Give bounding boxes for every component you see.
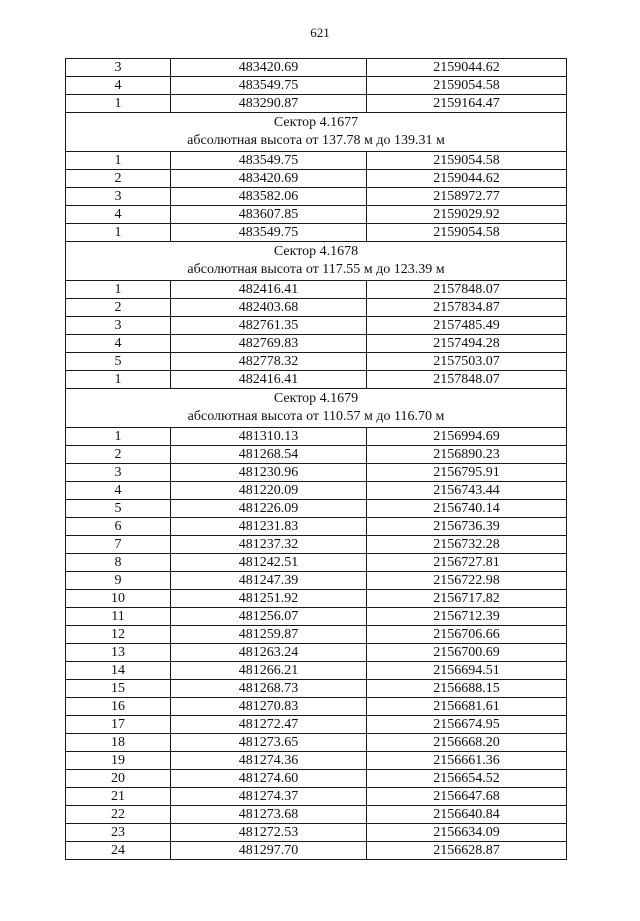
table-row [66, 644, 567, 662]
point-number-cell: 21 [66, 788, 171, 806]
table-row [66, 554, 567, 572]
table-row [66, 77, 567, 95]
table-row [66, 206, 567, 224]
y-coordinate-cell: 2159044.62 [367, 59, 567, 77]
x-coordinate-cell: 483420.69 [171, 59, 367, 77]
x-coordinate-cell: 483549.75 [171, 77, 367, 95]
table-row [66, 716, 567, 734]
sector-header-row [66, 389, 567, 428]
point-number-cell: 1 [66, 428, 171, 446]
y-coordinate-cell: 2156628.87 [367, 842, 567, 860]
y-coordinate-cell: 2156700.69 [367, 644, 567, 662]
x-coordinate-cell: 481226.09 [171, 500, 367, 518]
point-number-cell: 24 [66, 842, 171, 860]
x-coordinate-cell: 483420.69 [171, 170, 367, 188]
sector-altitude: абсолютная высота от 137.78 м до 139.31 м [187, 133, 445, 148]
y-coordinate-cell: 2156890.23 [367, 446, 567, 464]
point-number-cell: 11 [66, 608, 171, 626]
x-coordinate-cell: 482416.41 [171, 371, 367, 389]
point-number-cell: 3 [66, 59, 171, 77]
point-number-cell: 12 [66, 626, 171, 644]
point-number-cell: 23 [66, 824, 171, 842]
x-coordinate-cell: 481242.51 [171, 554, 367, 572]
y-coordinate-cell: 2159164.47 [367, 95, 567, 113]
x-coordinate-cell: 483549.75 [171, 224, 367, 242]
point-number-cell: 5 [66, 500, 171, 518]
point-number-cell: 10 [66, 590, 171, 608]
table-row [66, 590, 567, 608]
y-coordinate-cell: 2156722.98 [367, 572, 567, 590]
y-coordinate-cell: 2156732.28 [367, 536, 567, 554]
table-row [66, 281, 567, 299]
x-coordinate-cell: 482761.35 [171, 317, 367, 335]
x-coordinate-cell: 481273.68 [171, 806, 367, 824]
point-number-cell: 3 [66, 464, 171, 482]
sector-header-row [66, 113, 567, 152]
point-number-cell: 20 [66, 770, 171, 788]
table-row [66, 500, 567, 518]
coordinates-table [65, 58, 567, 860]
point-number-cell: 1 [66, 371, 171, 389]
x-coordinate-cell: 481310.13 [171, 428, 367, 446]
y-coordinate-cell: 2159029.92 [367, 206, 567, 224]
point-number-cell: 7 [66, 536, 171, 554]
table-row [66, 371, 567, 389]
x-coordinate-cell: 481274.36 [171, 752, 367, 770]
x-coordinate-cell: 481263.24 [171, 644, 367, 662]
x-coordinate-cell: 481268.54 [171, 446, 367, 464]
point-number-cell: 4 [66, 206, 171, 224]
table-row [66, 170, 567, 188]
y-coordinate-cell: 2156634.09 [367, 824, 567, 842]
table-row [66, 428, 567, 446]
table-row [66, 608, 567, 626]
y-coordinate-cell: 2156668.20 [367, 734, 567, 752]
x-coordinate-cell: 481247.39 [171, 572, 367, 590]
y-coordinate-cell: 2159054.58 [367, 152, 567, 170]
sector-header-row [66, 242, 567, 281]
table-row [66, 698, 567, 716]
y-coordinate-cell: 2156640.84 [367, 806, 567, 824]
x-coordinate-cell: 482403.68 [171, 299, 367, 317]
point-number-cell: 8 [66, 554, 171, 572]
table-row [66, 752, 567, 770]
y-coordinate-cell: 2157834.87 [367, 299, 567, 317]
point-number-cell: 2 [66, 299, 171, 317]
point-number-cell: 15 [66, 680, 171, 698]
table-row [66, 335, 567, 353]
sector-header [66, 389, 567, 428]
y-coordinate-cell: 2156740.14 [367, 500, 567, 518]
table-row [66, 518, 567, 536]
point-number-cell: 13 [66, 644, 171, 662]
x-coordinate-cell: 481273.65 [171, 734, 367, 752]
point-number-cell: 1 [66, 152, 171, 170]
table-row [66, 299, 567, 317]
point-number-cell: 1 [66, 224, 171, 242]
x-coordinate-cell: 483290.87 [171, 95, 367, 113]
point-number-cell: 4 [66, 335, 171, 353]
point-number-cell: 4 [66, 77, 171, 95]
table-row [66, 446, 567, 464]
sector-title: Сектор 4.1678 [273, 244, 359, 259]
sector-header [66, 113, 567, 152]
x-coordinate-cell: 482416.41 [171, 281, 367, 299]
y-coordinate-cell: 2156654.52 [367, 770, 567, 788]
y-coordinate-cell: 2156743.44 [367, 482, 567, 500]
y-coordinate-cell: 2156694.51 [367, 662, 567, 680]
y-coordinate-cell: 2156661.36 [367, 752, 567, 770]
y-coordinate-cell: 2156717.82 [367, 590, 567, 608]
table-row [66, 464, 567, 482]
y-coordinate-cell: 2156727.81 [367, 554, 567, 572]
y-coordinate-cell: 2159054.58 [367, 77, 567, 95]
table-row [66, 842, 567, 860]
point-number-cell: 17 [66, 716, 171, 734]
y-coordinate-cell: 2158972.77 [367, 188, 567, 206]
y-coordinate-cell: 2156795.91 [367, 464, 567, 482]
x-coordinate-cell: 481256.07 [171, 608, 367, 626]
y-coordinate-cell: 2159044.62 [367, 170, 567, 188]
table-row [66, 188, 567, 206]
table-row [66, 824, 567, 842]
sector-altitude: абсолютная высота от 117.55 м до 123.39 м [187, 262, 445, 277]
point-number-cell: 14 [66, 662, 171, 680]
point-number-cell: 3 [66, 317, 171, 335]
point-number-cell: 6 [66, 518, 171, 536]
point-number-cell: 1 [66, 95, 171, 113]
table-row [66, 626, 567, 644]
table-row [66, 680, 567, 698]
point-number-cell: 9 [66, 572, 171, 590]
table-row [66, 152, 567, 170]
x-coordinate-cell: 483582.06 [171, 188, 367, 206]
y-coordinate-cell: 2156674.95 [367, 716, 567, 734]
point-number-cell: 5 [66, 353, 171, 371]
x-coordinate-cell: 481270.83 [171, 698, 367, 716]
table-row [66, 770, 567, 788]
sector-title: Сектор 4.1679 [273, 391, 359, 406]
table-row [66, 572, 567, 590]
point-number-cell: 3 [66, 188, 171, 206]
table-row [66, 662, 567, 680]
x-coordinate-cell: 481251.92 [171, 590, 367, 608]
x-coordinate-cell: 483549.75 [171, 152, 367, 170]
x-coordinate-cell: 481297.70 [171, 842, 367, 860]
y-coordinate-cell: 2156681.61 [367, 698, 567, 716]
y-coordinate-cell: 2157503.07 [367, 353, 567, 371]
y-coordinate-cell: 2156647.68 [367, 788, 567, 806]
y-coordinate-cell: 2159054.58 [367, 224, 567, 242]
y-coordinate-cell: 2156688.15 [367, 680, 567, 698]
x-coordinate-cell: 481230.96 [171, 464, 367, 482]
y-coordinate-cell: 2156712.39 [367, 608, 567, 626]
point-number-cell: 2 [66, 170, 171, 188]
x-coordinate-cell: 481231.83 [171, 518, 367, 536]
table-row [66, 788, 567, 806]
x-coordinate-cell: 483607.85 [171, 206, 367, 224]
y-coordinate-cell: 2157848.07 [367, 371, 567, 389]
sector-title: Сектор 4.1677 [273, 115, 359, 130]
x-coordinate-cell: 481272.53 [171, 824, 367, 842]
point-number-cell: 16 [66, 698, 171, 716]
sector-header [66, 242, 567, 281]
x-coordinate-cell: 481259.87 [171, 626, 367, 644]
point-number-cell: 19 [66, 752, 171, 770]
y-coordinate-cell: 2156994.69 [367, 428, 567, 446]
table-row [66, 224, 567, 242]
x-coordinate-cell: 481237.32 [171, 536, 367, 554]
y-coordinate-cell: 2157494.28 [367, 335, 567, 353]
y-coordinate-cell: 2157485.49 [367, 317, 567, 335]
table-row [66, 482, 567, 500]
point-number-cell: 4 [66, 482, 171, 500]
table-row [66, 806, 567, 824]
table-row [66, 734, 567, 752]
point-number-cell: 18 [66, 734, 171, 752]
sector-altitude: абсолютная высота от 110.57 м до 116.70 м [187, 409, 445, 424]
point-number-cell: 22 [66, 806, 171, 824]
table-row [66, 317, 567, 335]
table-row [66, 95, 567, 113]
table-row [66, 536, 567, 554]
page-number: 621 [310, 25, 330, 40]
x-coordinate-cell: 481272.47 [171, 716, 367, 734]
y-coordinate-cell: 2157848.07 [367, 281, 567, 299]
x-coordinate-cell: 481274.37 [171, 788, 367, 806]
x-coordinate-cell: 482778.32 [171, 353, 367, 371]
x-coordinate-cell: 481266.21 [171, 662, 367, 680]
x-coordinate-cell: 482769.83 [171, 335, 367, 353]
table-row [66, 59, 567, 77]
point-number-cell: 1 [66, 281, 171, 299]
coordinates-table-body [66, 59, 567, 860]
table-row [66, 353, 567, 371]
x-coordinate-cell: 481220.09 [171, 482, 367, 500]
x-coordinate-cell: 481268.73 [171, 680, 367, 698]
x-coordinate-cell: 481274.60 [171, 770, 367, 788]
y-coordinate-cell: 2156736.39 [367, 518, 567, 536]
point-number-cell: 2 [66, 446, 171, 464]
y-coordinate-cell: 2156706.66 [367, 626, 567, 644]
